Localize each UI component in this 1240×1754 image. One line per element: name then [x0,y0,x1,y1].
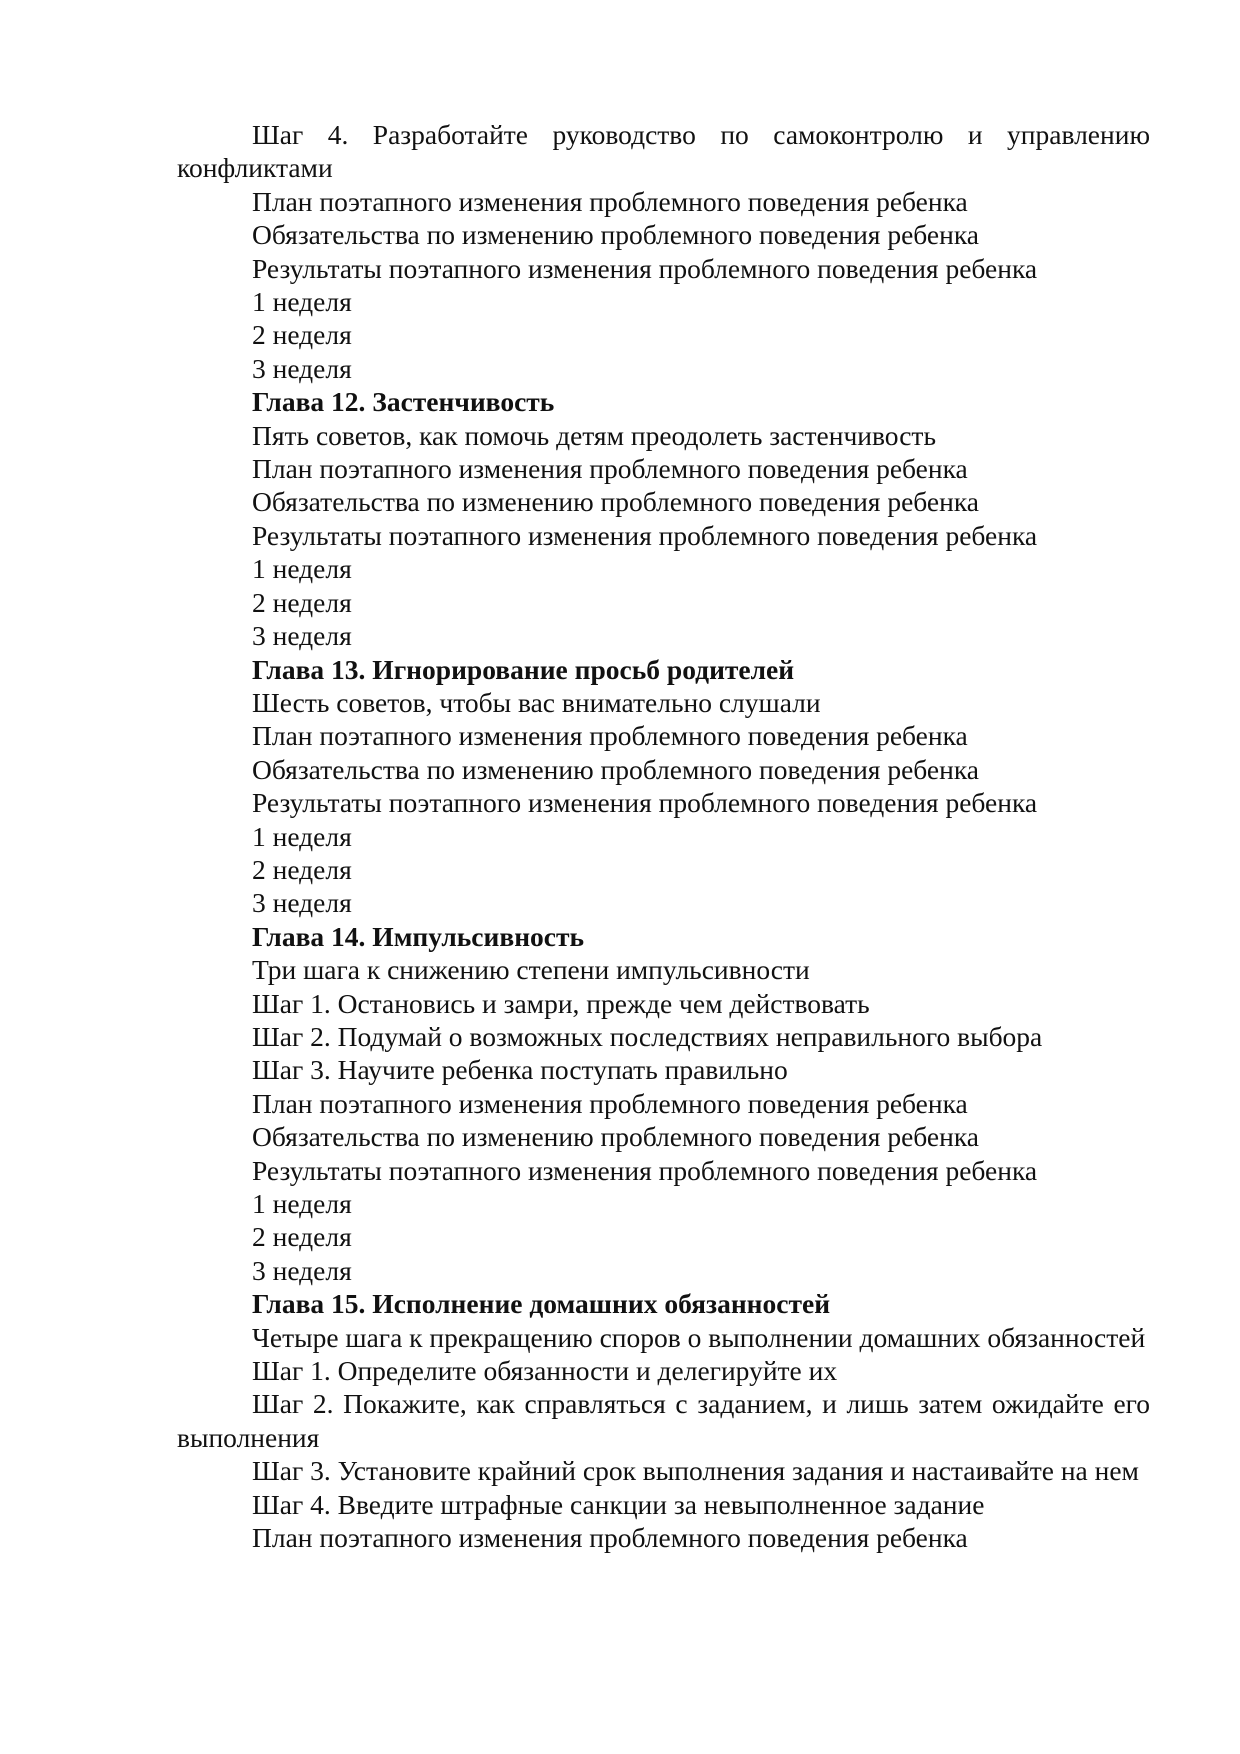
chapter-heading: Глава 15. Исполнение домашних обязанностей [252,1288,831,1320]
paragraph: 1 неделя [252,553,352,585]
paragraph: Шесть советов, чтобы вас внимательно слушали [252,686,821,718]
paragraph: Пять советов, как помочь детям преодолеть застенчивость [252,419,936,451]
paragraph: Обязательства по изменению проблемного поведения ребенка [252,753,979,785]
paragraph: План поэтапного изменения проблемного поведения ребенка [252,720,968,752]
paragraph: Шаг 1. Определите обязанности и делегируйте их [252,1355,838,1387]
paragraph: Шаг 3. Научите ребенка поступать правильно [252,1054,788,1086]
chapter-heading: Глава 14. Импульсивность [252,920,585,952]
paragraph: 2 неделя [252,1221,352,1253]
paragraph: Шаг 2. Покажите, как справляться с заданием, и лишь затем ожидайте его выполнения [177,1388,1150,1453]
paragraph: Четыре шага к прекращению споров о выполнении домашних обязанностей [252,1321,1146,1353]
paragraph: Шаг 1. Остановись и замри, прежде чем действовать [252,987,870,1019]
paragraph: 2 неделя [252,853,352,885]
paragraph: 1 неделя [252,1188,352,1219]
paragraph: 1 неделя [252,286,352,318]
chapter-heading: Глава 12. Застенчивость [252,386,555,418]
paragraph: Шаг 3. Установите крайний срок выполнения задания и настаивайте на нем [252,1455,1139,1487]
paragraph: Три шага к снижению степени импульсивности [252,954,810,986]
paragraph: План поэтапного изменения проблемного поведения ребенка [252,1087,968,1119]
paragraph: Результаты поэтапного изменения проблемного поведения ребенка [252,1154,1038,1186]
paragraph: Шаг 4. Разработайте руководство по самоконтролю и управлению конфликтами [177,119,1150,184]
paragraph: 2 неделя [252,319,352,351]
paragraph: Результаты поэтапного изменения проблемного поведения ребенка [252,519,1038,551]
paragraph: Шаг 4. Введите штрафные санкции за невыполненное задание [252,1488,985,1520]
paragraph: Обязательства по изменению проблемного поведения ребенка [252,486,979,518]
paragraph: 2 неделя [252,586,352,618]
paragraph: План поэтапного изменения проблемного поведения ребенка [252,1522,968,1554]
paragraph: План поэтапного изменения проблемного поведения ребенка [252,453,968,485]
paragraph: Обязательства по изменению проблемного поведения ребенка [252,219,979,251]
document-page [177,118,1150,1554]
paragraph: 3 неделя [252,620,352,652]
paragraph: 1 неделя [252,820,352,852]
paragraph: Обязательства по изменению проблемного поведения ребенка [252,1121,979,1153]
paragraph: Результаты поэтапного изменения проблемного поведения ребенка [252,787,1038,819]
chapter-heading: Глава 13. Игнорирование просьб родителей [252,653,795,685]
paragraph: План поэтапного изменения проблемного поведения ребенка [252,185,968,217]
paragraph: 3 неделя [252,1254,352,1286]
paragraph: Шаг 2. Подумай о возможных последствиях неправильного выбора [252,1020,1043,1052]
paragraph: 3 неделя [252,887,352,919]
paragraph: 3 неделя [252,352,352,384]
paragraph: Результаты поэтапного изменения проблемного поведения ребенка [252,252,1038,284]
